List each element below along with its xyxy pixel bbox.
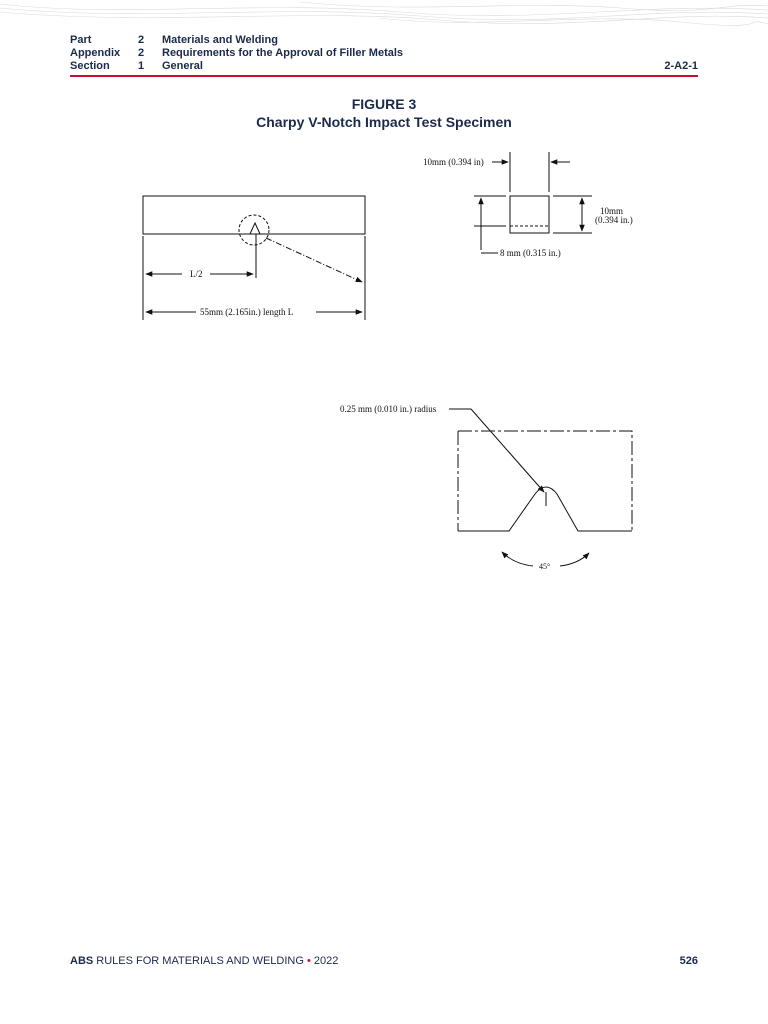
notch-profile (458, 487, 632, 531)
label-angle: 45° (539, 562, 551, 571)
detail-leader-line (266, 238, 362, 282)
section-reference: 2-A2-1 (664, 60, 698, 72)
label-height-1: 10mm (600, 206, 624, 216)
specimen-cross-section (510, 196, 549, 233)
angle-arc-right (560, 553, 589, 566)
header-title: Requirements for the Approval of Filler Metals (162, 47, 404, 59)
angle-arc-left (502, 552, 533, 566)
header-number: 2 (138, 47, 145, 59)
footer-brand: ABS (70, 955, 94, 967)
label-width: 10mm (0.394 in) (423, 157, 484, 167)
notch-detail-outline (458, 431, 632, 531)
footer-text: RULES FOR MATERIALS AND WELDING (93, 955, 307, 967)
header-label: Part (70, 34, 92, 46)
label-radius: 0.25 mm (0.010 in.) radius (340, 404, 437, 414)
figure-title: Charpy V-Notch Impact Test Specimen (256, 114, 512, 130)
figure-number: FIGURE 3 (351, 96, 417, 112)
header-number: 1 (138, 60, 145, 72)
header-label: Section (70, 60, 110, 72)
notch-detail-circle (239, 215, 269, 245)
label-length: 55mm (2.165in.) length L (200, 307, 294, 317)
header-number: 2 (138, 34, 145, 46)
header-title: General (162, 60, 203, 72)
label-height-2: (0.394 in.) (595, 215, 633, 225)
page-footer (70, 955, 338, 967)
footer-year: 2022 (310, 955, 339, 967)
label-half-length: L/2 (190, 269, 203, 279)
header-title: Materials and Welding (162, 34, 278, 46)
notch-mark (250, 223, 260, 234)
header-label: Appendix (70, 47, 121, 59)
radius-leader-line (471, 409, 544, 492)
label-notch-depth: 8 mm (0.315 in.) (500, 248, 561, 258)
page-number: 526 (679, 955, 698, 967)
footer-separator: • (306, 955, 311, 967)
